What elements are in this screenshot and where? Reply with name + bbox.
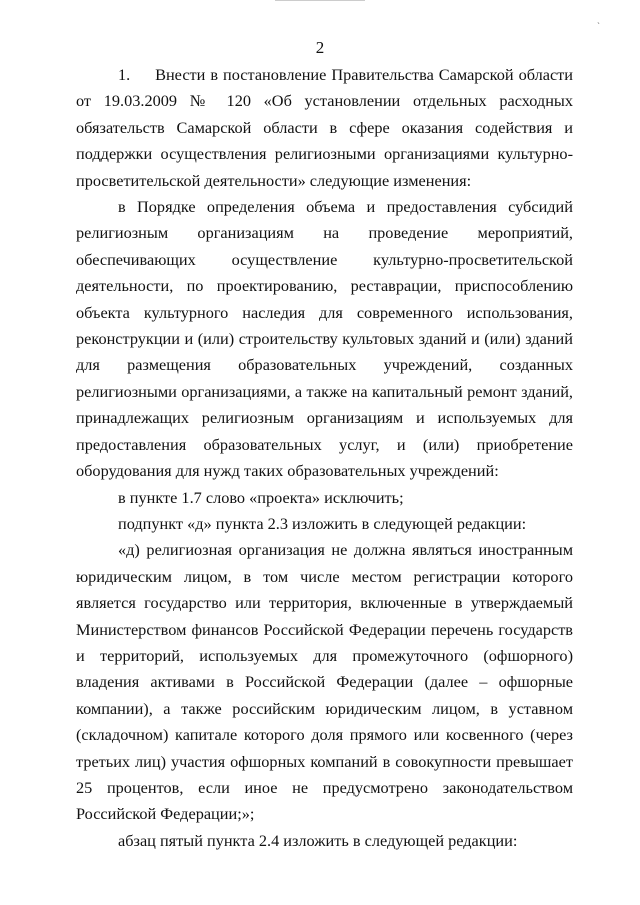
page-number: 2 xyxy=(315,38,325,57)
scan-mark: ˎ xyxy=(597,14,600,24)
paragraph-order-amendment: в Порядке определения объема и предоставления субсидий религиозным организациям на проведение мероприятий, обеспечивающих осуществление культурно-просветительской деятельности, по проектированию, реставрации, приспособлению объекта культурного наследия для современного использования, реконструкции и (или) строительству культовых зданий и (или) зданий для размещения образовательных учреждений, созданных религиозными организациями, а также на капитальный ремонт зданий, принадлежащих религиозным организациям и используемых для предоставления образовательных услуг, и (или) приобретение оборудования для нужд таких образовательных учреждений: xyxy=(76,197,573,481)
document-body xyxy=(76,62,573,854)
scan-edge-line xyxy=(275,0,365,1)
paragraph-point-1-7: в пункте 1.7 слово «проекта» исключить; xyxy=(118,487,404,507)
paragraph-subpoint-d-text: «д) религиозная организация не должна являться иностранным юридическим лицом, в том числе местом регистрации которого является государство или территория, включенные в утверждаемый Министерством финансов Российской Федерации перечень государств и территорий, используемых для промежуточного (офшорного) владения активами в Российской Федерации (далее – офшорные компании), а также российским юридическим лицом, в уставном (складочном) капитале которого доля прямого или косвенного (через третьих лиц) участия офшорных компаний в совокупности превышает 25 процентов, если иное не предусмотрено законодательством Российской Федерации;»; xyxy=(76,540,573,824)
paragraph-point-2-4: абзац пятый пункта 2.4 изложить в следующей редакции: xyxy=(118,830,518,850)
paragraph-item-1: 1. Внести в постановление Правительства Самарской области от 19.03.2009 № 120 «Об установлении отдельных расходных обязательств Самарской области в сфере оказания содействия и поддержки осуществления религиозными организациями культурно-просветительской деятельности» следующие изменения: xyxy=(76,65,573,190)
paragraph-subpoint-d: подпункт «д» пункта 2.3 изложить в следующей редакции: xyxy=(118,513,527,533)
